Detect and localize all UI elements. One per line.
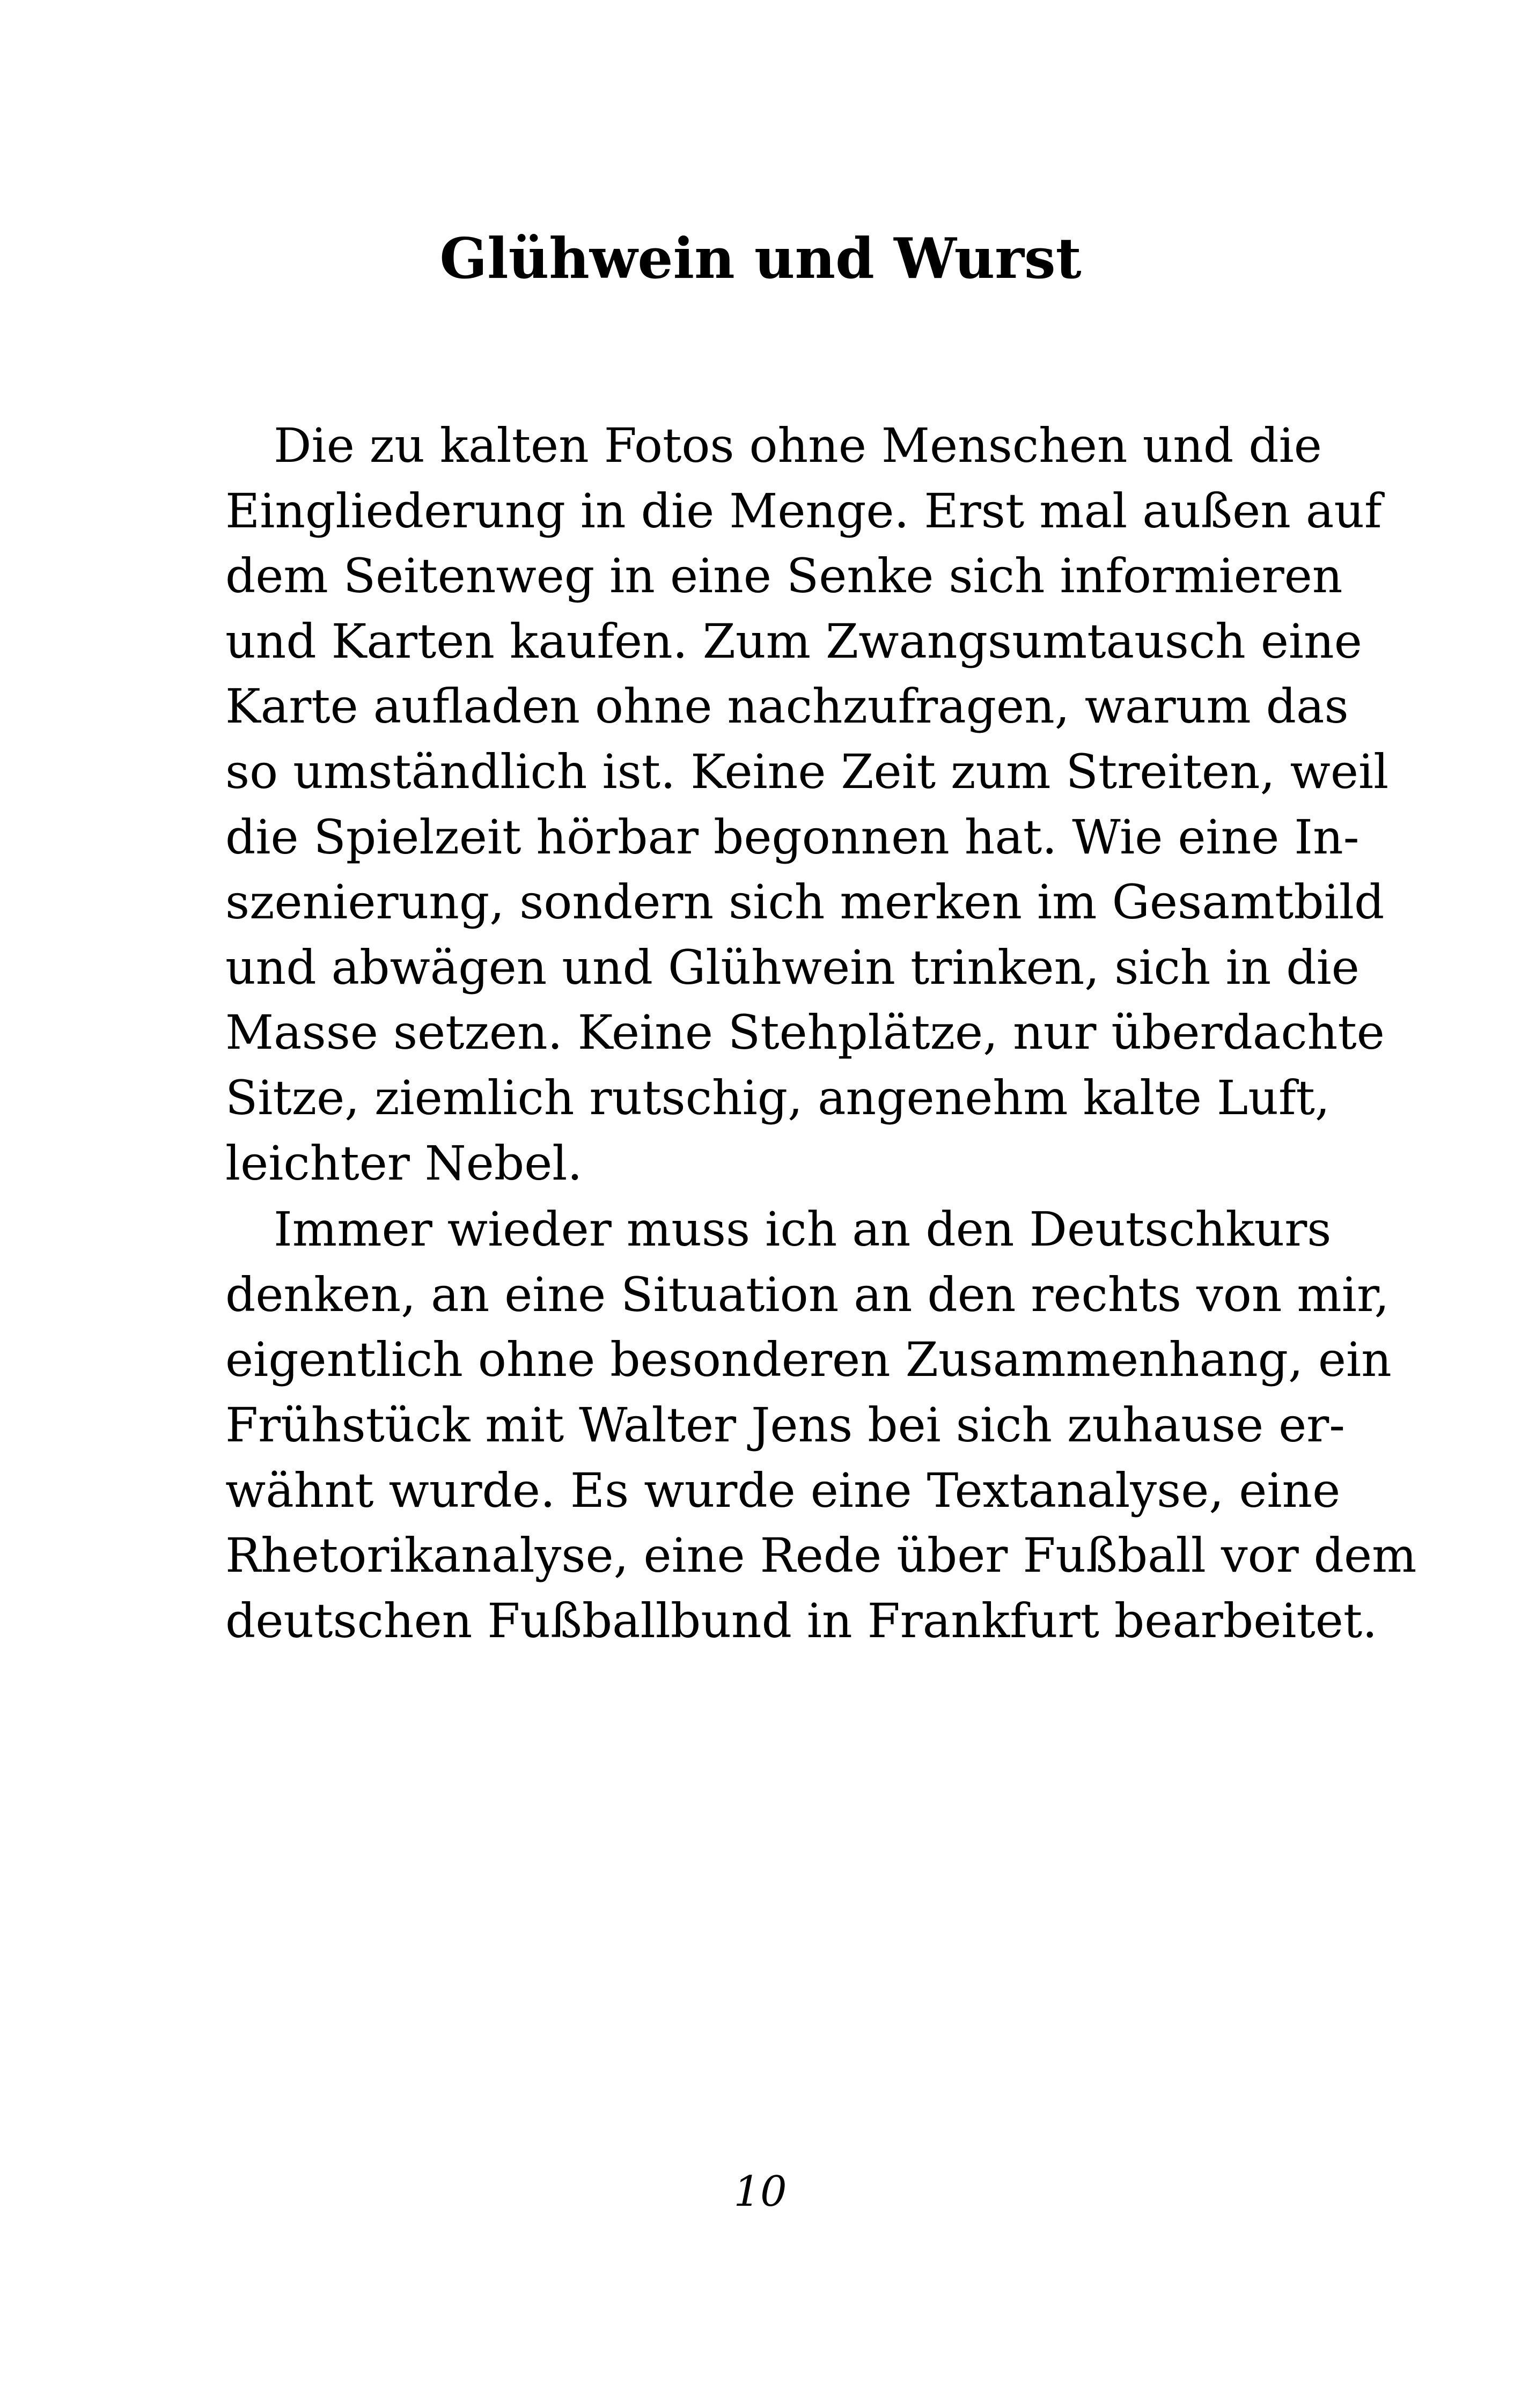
- text-line: Immer wieder muss ich an den Deutschkurs: [274, 1202, 1332, 1257]
- text-line: Karte aufladen ohne nachzufragen, warum das: [225, 679, 1349, 734]
- text-line: Sitze, ziemlich rutschig, angenehm kalte Luft,: [225, 1070, 1330, 1125]
- text-line: dem Seitenweg in eine Senke sich informieren: [225, 548, 1343, 604]
- chapter-title: Glühwein und Wurst: [439, 225, 1082, 291]
- text-line: wähnt wurde. Es wurde eine Textanalyse, eine: [225, 1462, 1341, 1518]
- text-line: so umständlich ist. Keine Zeit zum Streiten, weil: [225, 743, 1389, 799]
- body-text: [225, 413, 1417, 1653]
- text-line: szenierung, sondern sich merken im Gesamtbild: [225, 874, 1385, 930]
- text-line: denken, an eine Situation an den rechts von mir,: [225, 1266, 1390, 1322]
- page-number: 10: [733, 2168, 787, 2216]
- text-line: und Karten kaufen. Zum Zwangsumtausch eine: [225, 613, 1362, 669]
- text-line: Die zu kalten Fotos ohne Menschen und die: [274, 418, 1322, 473]
- text-line: deutschen Fußballbund in Frankfurt bearbeitet.: [225, 1593, 1378, 1648]
- text-line: Frühstück mit Walter Jens bei sich zuhause er-: [225, 1397, 1345, 1453]
- text-line: Masse setzen. Keine Stehplätze, nur überdachte: [225, 1005, 1385, 1061]
- paragraph-2: [225, 1197, 1417, 1653]
- paragraph-1: [225, 413, 1389, 1196]
- text-line: die Spielzeit hörbar begonnen hat. Wie eine In-: [225, 809, 1360, 865]
- text-line: eigentlich ohne besonderen Zusammenhang, ein: [225, 1332, 1392, 1388]
- text-line: leichter Nebel.: [225, 1135, 583, 1191]
- text-line: und abwägen und Glühwein trinken, sich in die: [225, 939, 1360, 995]
- text-line: Rhetorikanalyse, eine Rede über Fußball vor dem: [225, 1528, 1417, 1584]
- text-line: Eingliederung in die Menge. Erst mal außen auf: [225, 483, 1382, 539]
